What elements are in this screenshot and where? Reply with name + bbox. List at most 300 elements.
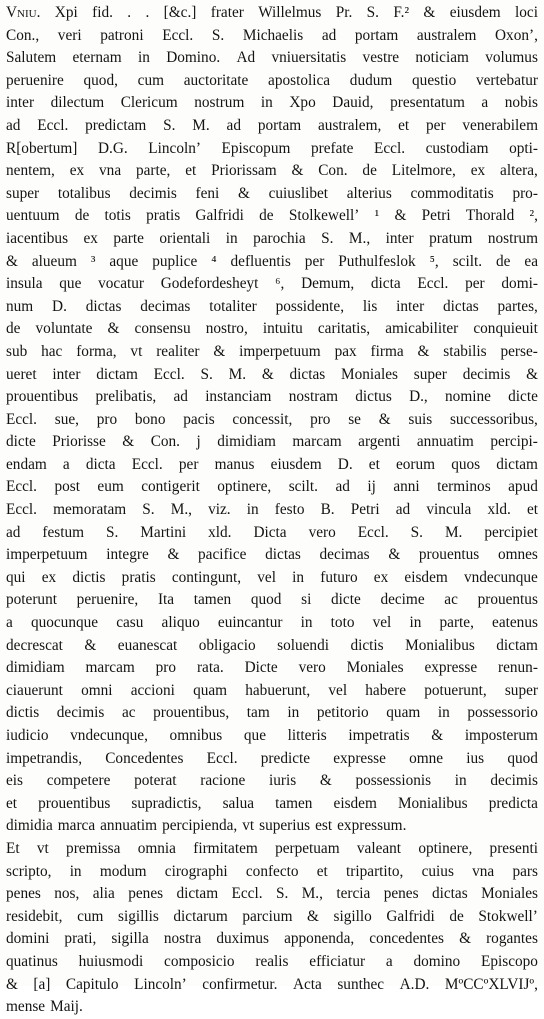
text-word: parte [113,229,144,247]
text-word: Galfridi [386,907,435,925]
text-word: in [246,501,259,519]
text-word: perpetuam [275,839,340,857]
text-word: commoditatis [410,184,494,202]
text-word: ac [444,591,458,609]
text-word: predicte [260,749,311,767]
text-word: Eccl. [231,885,263,903]
text-word: predictam [85,116,147,134]
text-word: vt [242,817,255,835]
text-word: ex [470,162,486,180]
text-word: Petri [421,207,451,225]
text-word: percipienda, [162,817,238,835]
text-word: M., [301,885,323,903]
text-word: super [6,184,40,202]
text-word: inter [52,365,81,383]
text-line [6,522,538,545]
text-word: custodiam [425,139,489,157]
text-word: pacifice [198,546,247,564]
text-word: dicte [508,388,538,406]
text-word: M., [170,501,192,519]
text-word: eatenus [492,614,538,632]
text-word: ad [321,26,337,44]
text-line [6,770,538,793]
text-word: pratis [146,207,181,225]
text-word: per [178,455,199,473]
text-word: partes, [497,297,538,315]
text-word: parcium [242,907,293,925]
text-word: forma, [76,342,117,360]
text-word: contigerit [141,478,200,496]
text-word: imperpetuum [6,546,88,564]
text-word: ad [173,388,188,406]
text-word: dicte [331,591,361,609]
text-word: dictas [443,297,479,315]
text-line [6,499,538,522]
text-word: racione [200,772,246,790]
text-word: opti- [509,139,538,157]
text-word: dictas [289,365,326,383]
text-word: de [6,320,21,338]
text-word: alueum [31,252,77,270]
text-word: penes [383,885,419,903]
text-word: Lincoln’ [148,139,201,157]
text-word: ciauerunt [6,681,63,699]
text-word: habere [365,681,407,699]
text-word: Pr. [335,4,353,21]
text-word: ac [121,704,136,722]
text-line [6,25,538,48]
charter-text [6,2,538,1019]
text-word: inter [6,94,35,112]
text-word: dictam [176,885,219,903]
text-line [6,364,538,387]
text-word: penes [6,885,41,903]
text-word: stabilis [443,342,487,360]
text-word: Xpi [54,4,78,21]
text-word: apponenda, [284,930,355,948]
text-word: Acta [292,975,322,993]
text-word: dictis [6,704,40,722]
text-word: vna [472,862,495,880]
text-word: toto [330,614,355,632]
text-word: et [185,162,197,180]
text-word: eiusdem [449,4,501,21]
text-word: eorum [395,455,436,473]
text-line [6,476,538,499]
text-word: a [6,614,13,632]
text-word: questio [412,71,457,89]
text-word: & [261,365,274,383]
text-word: Monialibus [397,794,468,812]
text-word: S. [211,26,225,44]
text-word: vel [328,681,348,699]
text-word: australem [416,26,477,44]
text-word: altera, [500,162,538,180]
text-word: expresse [333,749,386,767]
text-word: nomine [445,388,491,406]
text-word: Demum, [301,275,355,293]
text-word: pax [334,342,357,360]
text-line [6,115,538,138]
text-word: Dicte [244,659,278,677]
text-word: petitorio [316,704,369,722]
text-word: quatinus [6,952,58,970]
text-word: Godefordesheyt [160,275,259,293]
text-word: [&c.] [163,4,197,21]
text-word: in [437,704,450,722]
text-word: scilt. [288,478,319,496]
text-word: omnes [497,546,538,564]
text-word: competere [46,772,111,790]
text-word: S. [366,4,379,21]
text-line [6,2,538,25]
text-line [6,409,538,432]
text-word: litteris [287,727,327,744]
text-word: Martini [140,523,187,541]
text-word: accioni [130,681,175,699]
text-word: prouentibus [38,794,111,812]
text-word: dimidia [6,817,53,835]
text-word: & [291,162,304,180]
text-word: Con. [150,433,181,451]
text-word: ad [395,501,411,519]
text-word: cuiuslibet [268,184,329,202]
text-word: quam [386,704,421,722]
text-word: penes [128,885,164,903]
text-word: de [362,162,377,180]
text-word: B. [320,501,335,519]
text-word: peruenire [6,71,64,89]
text-word: & [526,365,538,383]
text-line [6,567,538,590]
text-word: Eccl. [6,478,37,496]
text-word: iuris [268,772,297,790]
text-word: et [398,116,410,134]
text-word: Litelmore, [391,162,456,180]
text-word: ad [6,116,21,134]
text-word: in [409,614,422,632]
text-word: optinere, [418,839,473,857]
text-word: vel [372,614,392,632]
text-word: totis [104,207,131,225]
text-word: vel [257,568,276,586]
text-line [6,70,538,93]
text-word: S. [163,116,176,134]
text-word: vniuersitatis [271,49,347,67]
text-word: Moniales [346,659,404,677]
text-word: imperpetuum [239,342,321,360]
text-word: dictas [431,885,468,903]
text-word: F.² [393,4,410,21]
text-word: cum [77,907,104,925]
text-word: contingunt, [171,568,242,586]
text-word: possidente, [275,297,345,315]
text-word: marcam [85,659,135,677]
text-word: dictam [496,636,538,654]
text-word: rata. [196,659,224,677]
text-line [6,544,538,567]
text-word: alia [92,885,115,903]
text-word: dicte [6,433,36,451]
text-word: de [496,252,511,270]
text-word: tamen [193,591,232,609]
text-word: percipi- [490,433,538,451]
text-word: imposterum [464,727,538,744]
text-word: vincula [426,501,472,519]
text-word: & [84,636,97,654]
text-word: marcam [292,433,342,451]
text-word: dicta [85,455,116,473]
text-word: & [237,184,250,202]
text-word: M. [192,116,210,134]
text-word: expressum. [337,817,407,835]
text-word: ex [373,568,389,586]
text-word: marca [57,817,96,835]
text-word: rogantes [486,930,538,948]
text-line [6,341,538,364]
text-word: decime [380,591,425,609]
text-word: memoratam [53,501,127,519]
text-word: decimis [56,704,105,722]
text-word: Eccl. [131,455,163,473]
text-word: apud [508,478,538,496]
text-word: et [316,862,328,880]
text-word: de [259,207,274,225]
text-line [6,883,538,906]
text-word: parte, [439,614,474,632]
text-word: vt [36,839,49,857]
text-word: ex [69,162,85,180]
text-word: ², [529,207,538,225]
text-word: Concedentes [105,749,184,767]
text-word: dictam [96,365,138,383]
text-word: euincantur [217,614,283,632]
text-word: inter [396,297,425,315]
text-word: casu [116,614,144,632]
text-word: dicta [370,275,401,293]
text-word: Moniales [341,365,398,383]
text-word: nostra [163,930,202,948]
text-word: & [394,207,407,225]
text-word: australem, [318,116,382,134]
text-word: ij [367,478,376,496]
text-word: ex [41,568,57,586]
text-line [6,431,538,454]
text-word: noticiam [415,49,469,67]
text-word: domini [6,930,50,948]
text-word: que [59,275,82,293]
text-word: Thorald [465,207,515,225]
text-word: Eccl. [374,139,406,157]
text-word: de [449,907,464,925]
text-word: loci [515,4,538,21]
text-line [6,793,538,816]
text-word: cirographi [164,862,228,880]
text-word: Dauid, [332,94,374,112]
text-word: residebit, [6,907,63,925]
text-word: a [481,94,489,112]
text-word: tercia [336,885,371,903]
text-word: & [417,342,430,360]
text-word: si [301,591,312,609]
text-word: portam [354,26,399,44]
text-line [6,861,538,884]
text-word: manus [214,455,255,473]
text-word: Stolkewell’ [288,207,360,225]
text-word: & [122,433,135,451]
text-word: S. [275,885,289,903]
text-word: post [54,478,80,496]
text-word: vertebatur [475,71,538,89]
text-word: de [74,207,90,225]
text-word: Stokwell’ [478,907,538,925]
text-word: ⁴ [211,252,217,270]
text-word: decimis [490,772,538,790]
text-word: Episcopum [221,139,291,157]
text-word: confecto [245,862,299,880]
text-word: Dicta [253,523,287,541]
text-word: S. [106,523,119,541]
text-word: M. [444,523,463,541]
text-word: percipiet [484,523,538,541]
text-word: dictas [265,546,301,564]
text-word: M. [228,365,247,383]
text-word: successoribus, [449,410,538,428]
text-word: Clericum [120,94,178,112]
text-word: pro [96,410,118,428]
text-word: quocunque [30,614,99,632]
text-word: quod [250,591,282,609]
text-word: nostro, [205,320,248,338]
text-word: possessionis [355,772,432,790]
text-word: dimidiam [217,433,276,451]
text-word: efficiatur [309,952,366,970]
text-word: in [292,568,305,586]
text-word: caritatis, [317,320,371,338]
text-line [6,251,538,274]
text-word: Eccl. [6,501,37,519]
text-word: vna [99,162,122,180]
text-word: eisdem [333,794,377,812]
text-line [6,928,538,951]
text-word: Eccl. [206,749,238,767]
text-line [6,318,538,341]
text-word: cuius [421,862,454,880]
text-word: et [368,455,380,473]
text-word: est [315,817,333,835]
text-word: Lincoln’ [134,975,187,993]
text-word: defluentis [230,252,291,270]
text-word: qui [6,568,26,586]
text-word: alterius [346,184,392,202]
text-word: prefate [310,139,354,157]
text-word: super [504,681,538,699]
text-word: se [348,410,361,428]
text-word: vndecunque [463,568,538,586]
text-word: impetratis [348,727,410,744]
text-word: superius [259,817,311,835]
text-word: lis [362,297,378,315]
text-word: & [319,772,332,790]
text-word: amicabiliter [385,320,459,338]
text-word: firmitatem [193,839,258,857]
text-word: ¹ [374,207,380,225]
text-word: apostolica [268,71,331,89]
text-word: Con., [6,26,40,44]
text-word: Eccl. [6,410,37,428]
text-word: dictarum [173,907,228,925]
text-word: pro- [512,184,538,202]
text-word: quos [451,455,481,473]
text-word: & [107,320,120,338]
text-word: omne [409,749,444,767]
text-word: nostrum [194,94,245,112]
text-word: vero [308,523,336,541]
text-word: valeant [356,839,402,857]
text-word: xld. [208,523,232,541]
text-word: supradictis, [131,794,202,812]
text-word: hac [41,342,63,360]
text-line [6,725,538,748]
text-word: suis [408,410,433,428]
text-word: & [167,546,180,564]
text-word: instanciam [205,388,272,406]
text-word: totalibus [57,184,111,202]
text-word: in [69,862,82,880]
text-word: portam [257,116,302,134]
text-line [6,138,538,161]
text-word: Vniu. [6,4,41,21]
text-word: ex [83,229,98,247]
text-word: S. [321,229,334,247]
text-word: Petri [350,501,380,519]
text-word: cum [137,71,164,89]
text-word: que [243,727,266,744]
text-word: viz. [208,501,231,519]
text-word: Moniales [481,885,538,903]
text-word: premissa [66,839,121,857]
text-word: omnibus [169,727,223,744]
text-word: Puthulfeslok [338,252,416,270]
text-word: in [260,94,273,112]
text-word: sub [6,342,28,360]
text-word: nostram [288,388,339,406]
text-word: S. [410,523,423,541]
text-word: Eccl. [417,275,449,293]
text-word: nentem, [6,162,55,180]
text-word: futuro [320,568,358,586]
text-word: feni [195,184,220,202]
text-word: tripartito, [346,862,404,880]
text-word: D., [409,388,428,406]
text-word: composicio [164,952,235,970]
text-line [6,838,538,861]
text-line [6,273,538,296]
text-word: dictas [85,297,122,315]
text-word: Xpo [289,94,316,112]
text-word: optinere, [217,478,272,496]
text-word: scilt. [452,252,483,270]
text-word: super [413,365,447,383]
text-word: D. [337,455,353,473]
text-word: Maij. [50,998,83,1016]
text-word: impetrandis, [6,749,83,767]
text-word: poterunt [6,591,57,609]
text-line [6,47,538,70]
text-word: pacis [183,410,215,428]
text-word: in [138,49,150,67]
text-word: D.G. [97,139,128,157]
